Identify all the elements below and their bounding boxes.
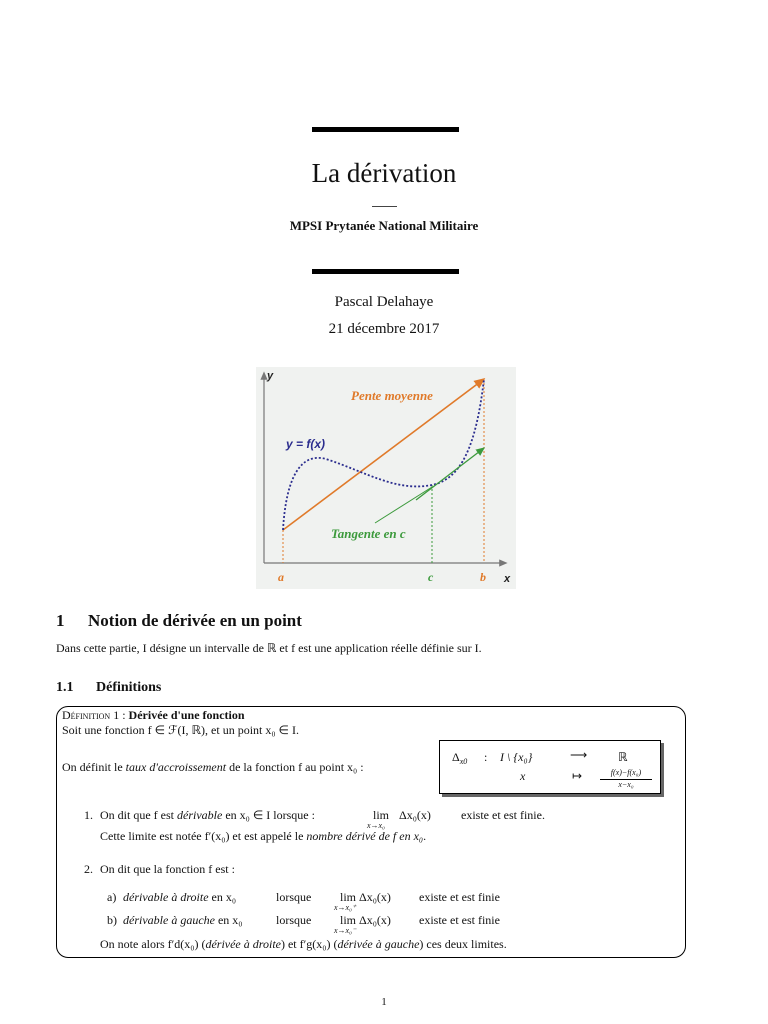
map-arrow: ⟶ bbox=[570, 748, 588, 762]
definition-line2 bbox=[62, 760, 364, 775]
item2b-label: b) bbox=[107, 913, 117, 927]
item2b-lim: lim bbox=[340, 913, 357, 927]
item2b-text bbox=[123, 913, 242, 928]
author: Pascal Delahaye bbox=[334, 294, 434, 310]
item2a-expr: Δx₀(x) bbox=[359, 890, 391, 904]
item2a-lorsque: lorsque bbox=[276, 890, 312, 904]
definition-name: Dérivée d'une fonction bbox=[128, 708, 245, 722]
map-mapsto: ↦ bbox=[572, 769, 583, 783]
note-text-c: ) ces deux limites. bbox=[419, 937, 507, 951]
tick-c: c bbox=[428, 570, 434, 584]
item2a-en: en x₀ bbox=[208, 890, 237, 904]
note-text-a: On note alors f′d(x₀) ( bbox=[100, 937, 206, 951]
title-separator bbox=[372, 206, 397, 207]
x-axis-label: x bbox=[504, 573, 511, 585]
item2a-lim: lim bbox=[340, 890, 357, 904]
item2a-conclusion: existe et est finie bbox=[419, 890, 500, 904]
map-numerator: f(x)−f(x₀) bbox=[610, 768, 642, 777]
definition-label: Définition 1 : bbox=[62, 708, 126, 722]
item1-text-b: en x₀ ∈ I lorsque : bbox=[222, 808, 315, 822]
map-domain: I \ {x₀} bbox=[500, 750, 533, 764]
derivative-illustration bbox=[256, 367, 516, 589]
item1-text bbox=[100, 808, 315, 823]
definition-line1: Soit une fonction f ∈ ℱ(I, ℝ), et un point x₀ ∈ I. bbox=[62, 723, 299, 737]
map-denominator: x−x₀ bbox=[618, 780, 634, 789]
note-text-b: ) et f′g(x₀) ( bbox=[280, 937, 338, 951]
delta-symbol: Δ bbox=[452, 750, 460, 764]
map-delta bbox=[452, 750, 467, 766]
item2-text: On dit que la fonction f est : bbox=[100, 862, 235, 876]
item1-lim-sub: x→x₀ bbox=[367, 821, 385, 830]
item2b-en: en x₀ bbox=[214, 913, 243, 927]
bottom-rule bbox=[312, 269, 459, 274]
definition-box bbox=[56, 706, 686, 958]
page-title: La dérivation bbox=[311, 158, 457, 188]
tick-a: a bbox=[278, 570, 284, 584]
item2a-lim-sub: x→x₀⁺ bbox=[334, 903, 357, 912]
item1-emphasis: dérivable bbox=[177, 808, 223, 822]
rate-of-change-map bbox=[439, 740, 661, 794]
item2a-label: a) bbox=[107, 890, 117, 904]
curve-label: y = f(x) bbox=[286, 437, 326, 451]
note-emphasis-2: dérivée à gauche bbox=[337, 937, 420, 951]
section-title: Notion de dérivée en un point bbox=[88, 611, 302, 630]
tick-b: b bbox=[480, 570, 486, 584]
item1-line2-b: . bbox=[423, 829, 427, 843]
item1-line2-a: Cette limite est notée f′(x₀) et est appelé le bbox=[100, 829, 307, 843]
item1-expr: Δx₀(x) bbox=[399, 808, 431, 822]
line2-text-a: On définit le bbox=[62, 760, 126, 774]
item1-text-a: On dit que f est bbox=[100, 808, 177, 822]
pente-label: Pente moyenne bbox=[351, 388, 433, 403]
item2-number: 2. bbox=[84, 862, 93, 876]
section-number: 1 bbox=[56, 611, 65, 630]
subsection-number: 1.1 bbox=[56, 680, 74, 695]
item1-number: 1. bbox=[84, 808, 93, 822]
line2-text-b: de la fonction f au point x₀ : bbox=[226, 760, 364, 774]
map-codomain: ℝ bbox=[618, 750, 628, 764]
item2b-lim-sub: x→x₀⁻ bbox=[334, 926, 357, 935]
page-number: 1 bbox=[381, 996, 387, 1008]
definition-note bbox=[100, 937, 507, 952]
item1-line2 bbox=[100, 829, 426, 844]
line2-emphasis: taux d'accroissement bbox=[125, 760, 227, 774]
map-colon: : bbox=[484, 750, 488, 764]
item1-line2-emphasis: nombre dérivé de f en x₀ bbox=[306, 829, 424, 843]
item2b-conclusion: existe et est finie bbox=[419, 913, 500, 927]
item2a-text bbox=[123, 890, 236, 905]
date: 21 décembre 2017 bbox=[328, 321, 440, 337]
item2b-lorsque: lorsque bbox=[276, 913, 312, 927]
y-axis-label: y bbox=[267, 370, 274, 382]
tangente-label: Tangente en c bbox=[331, 526, 406, 541]
note-emphasis-1: dérivée à droite bbox=[205, 937, 281, 951]
subsection-title: Définitions bbox=[96, 680, 162, 695]
subsection-heading bbox=[56, 680, 161, 696]
section-intro: Dans cette partie, I désigne un intervalle de ℝ et f est une application réelle définie sur I. bbox=[56, 641, 482, 655]
section-heading bbox=[56, 611, 302, 631]
map-var: x bbox=[520, 769, 526, 783]
item2b-expr: Δx₀(x) bbox=[359, 913, 391, 927]
delta-subscript: x0 bbox=[459, 757, 468, 766]
item2a-emphasis: dérivable à droite bbox=[123, 890, 209, 904]
page-subtitle: MPSI Prytanée National Militaire bbox=[289, 218, 479, 233]
item1-lim: lim bbox=[373, 808, 390, 822]
top-rule bbox=[312, 127, 459, 132]
item1-conclusion: existe et est finie. bbox=[461, 808, 545, 822]
definition-header bbox=[62, 708, 245, 723]
item2b-emphasis: dérivable à gauche bbox=[123, 913, 215, 927]
